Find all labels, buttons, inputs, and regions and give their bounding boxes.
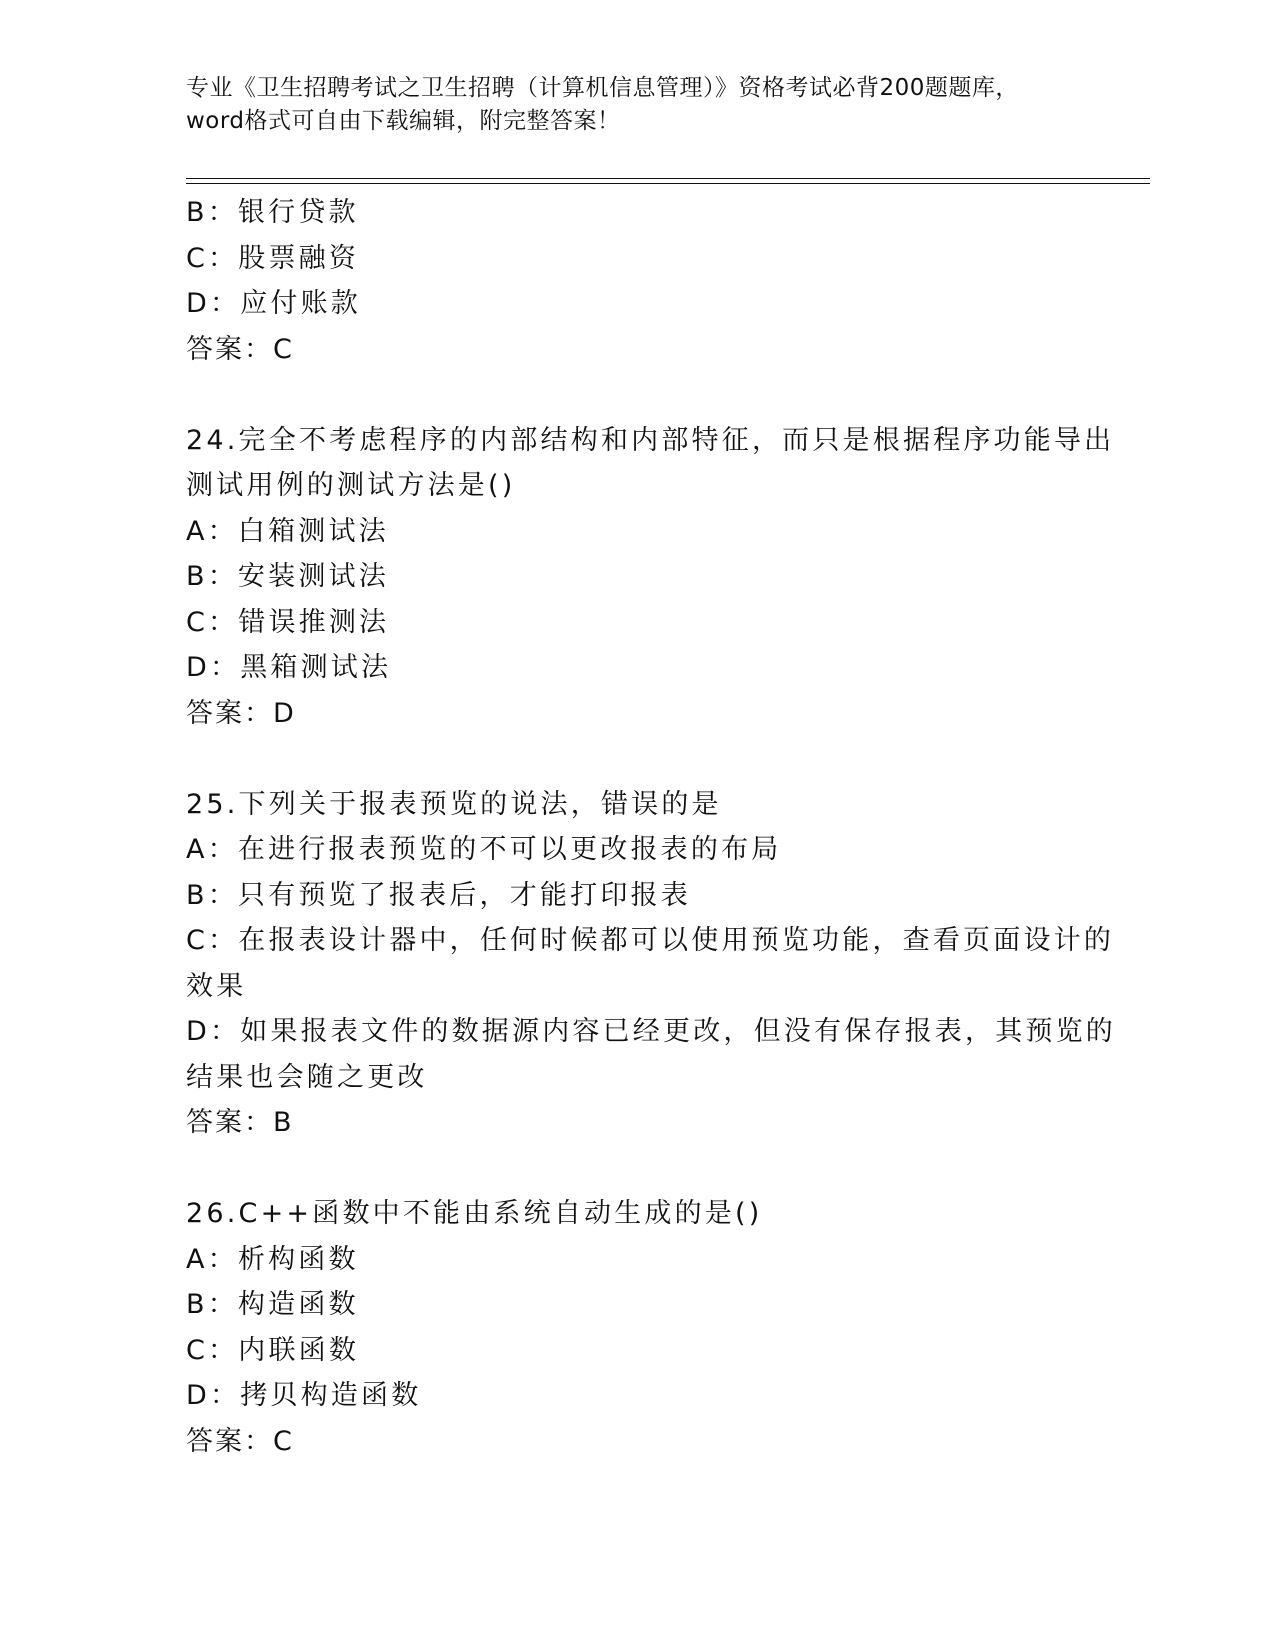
header-rule-bottom [186, 183, 1150, 184]
option-line: D：如果报表文件的数据源内容已经更改，但没有保存报表，其预览的 [186, 1016, 1116, 1047]
option-line: D：拷贝构造函数 [186, 1380, 422, 1411]
option-line: C：错误推测法 [186, 606, 390, 638]
spacer [186, 736, 1086, 782]
option-line: B：安装测试法 [186, 561, 389, 592]
option-line-continued: 效果 [186, 970, 247, 1002]
option-line: B：构造函数 [186, 1289, 359, 1320]
question-content [186, 190, 1116, 1464]
header-title-line-1: 专业《卫生招聘考试之卫生招聘（计算机信息管理）》资格考试必背200题题库， [186, 75, 1019, 101]
option-line: A：白箱测试法 [186, 515, 389, 547]
header-title-line-2: word格式可自由下载编辑，附完整答案！ [186, 108, 621, 134]
option-line: C：内联函数 [186, 1334, 360, 1366]
option-line: D：应付账款 [186, 288, 361, 319]
answer-line: 答案：B [186, 1107, 294, 1138]
spacer [186, 1146, 1086, 1192]
option-line: A：析构函数 [186, 1243, 359, 1275]
header-rule-top [186, 178, 1150, 179]
question-stem: 测试用例的测试方法是() [186, 470, 516, 501]
option-line: A：在进行报表预览的不可以更改报表的布局 [186, 834, 782, 865]
answer-line: 答案：C [186, 1425, 294, 1457]
answer-line: 答案：C [186, 333, 294, 365]
option-line: D：黑箱测试法 [186, 652, 392, 683]
spacer [186, 372, 1086, 418]
question-stem: 24.完全不考虑程序的内部结构和内部特征，而只是根据程序功能导出 [186, 424, 1115, 456]
question-stem: 26.C++函数中不能由系统自动生成的是() [186, 1198, 763, 1229]
option-line: B：银行贷款 [186, 197, 359, 228]
question-stem: 25.下列关于报表预览的说法，错误的是 [186, 788, 722, 820]
document-header [186, 72, 1086, 138]
option-line: B：只有预览了报表后，才能打印报表 [186, 879, 691, 911]
option-line: C：股票融资 [186, 242, 360, 274]
option-line-continued: 结果也会随之更改 [186, 1061, 428, 1093]
option-line: C：在报表设计器中，任何时候都可以使用预览功能，查看页面设计的 [186, 925, 1115, 956]
answer-line: 答案：D [186, 697, 296, 729]
